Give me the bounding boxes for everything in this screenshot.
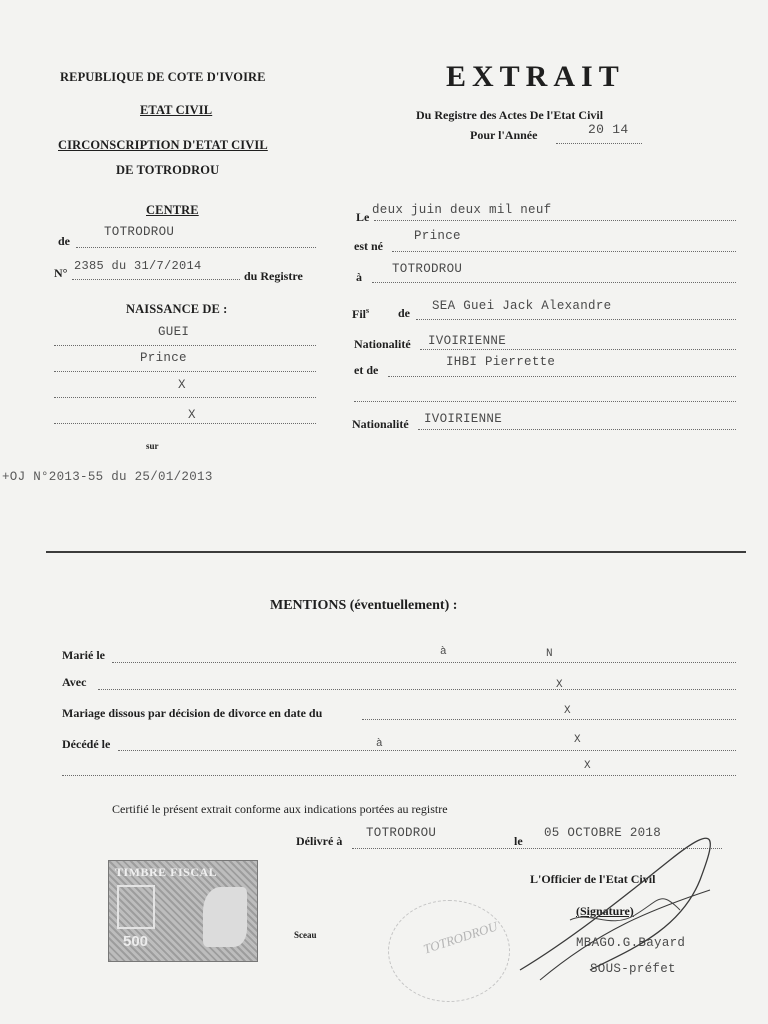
est-ne-label: est né [354, 239, 383, 253]
avec-x: X [556, 679, 563, 691]
officer-name: MBAGO.G.Bayard [576, 936, 686, 950]
etat-civil-header: ETAT CIVIL [140, 103, 213, 117]
number-label: N° [54, 266, 68, 280]
delivre-label: Délivré à [296, 834, 343, 848]
officer-title: SOUS-préfet [590, 962, 676, 976]
fiscal-stamp-value: 500 [123, 933, 149, 950]
place-a-label: à [356, 270, 362, 284]
signature-label: (Signature) [576, 904, 634, 918]
centre-value: TOTRODROU [104, 225, 175, 239]
fiscal-stamp [108, 860, 258, 962]
year-label: Pour l'Année [470, 128, 538, 142]
father-name-value: SEA Guei Jack Alexandre [432, 299, 612, 313]
left-x1: X [178, 378, 186, 392]
republic-header: REPUBLIQUE DE COTE D'IVOIRE [60, 70, 266, 84]
marie-label: Marié le [62, 648, 105, 662]
delivre-date: 05 OCTOBRE 2018 [544, 826, 662, 840]
stamp-elephant-icon [203, 887, 247, 947]
registre-label: du Registre [244, 269, 303, 283]
signature-scribble [510, 820, 730, 990]
section-separator [46, 551, 746, 553]
birth-place-value: TOTRODROU [392, 262, 463, 276]
locality-header: DE TOTRODROU [116, 163, 220, 177]
delivre-le-label: le [514, 834, 523, 848]
stamp-emblem-icon [117, 885, 155, 929]
fils-suffix: s [366, 306, 370, 315]
fils-label: Fil$^s$ [352, 306, 370, 321]
divorce-label: Mariage dissous par décision de divorce en date du [62, 706, 323, 720]
father-nationality-label: Nationalité [354, 337, 411, 351]
seal-text: TOTRODROU [421, 918, 500, 957]
naissance-label: NAISSANCE DE : [126, 302, 228, 316]
date-le-label: Le [356, 210, 370, 224]
left-x2: X [188, 408, 196, 422]
mentions-title: MENTIONS (éventuellement) : [270, 598, 458, 613]
decede-x: X [574, 734, 581, 746]
document-title: EXTRAIT [446, 60, 625, 93]
circonscription-header: CIRCONSCRIPTION D'ETAT CIVIL [58, 138, 268, 152]
legal-footnote: +OJ N°2013-55 du 25/01/2013 [2, 470, 213, 484]
sur-label: sur [146, 441, 159, 451]
surname-value: GUEI [158, 325, 190, 339]
firstname-value: Prince [140, 351, 187, 365]
year-value: 20 14 [588, 122, 629, 137]
delivre-place: TOTRODROU [366, 826, 437, 840]
number-value: 2385 du 31/7/2014 [74, 259, 202, 273]
et-de-label: et de [354, 363, 379, 377]
mother-name-value: IHBI Pierrette [446, 355, 556, 369]
birth-date-value: deux juin deux mil neuf [372, 203, 552, 217]
divorce-x: X [564, 705, 571, 717]
officer-label: L'Officier de l'Etat Civil [530, 872, 656, 886]
official-seal [388, 900, 510, 1002]
avec-label: Avec [62, 675, 87, 689]
marie-n: N [546, 648, 553, 660]
marie-a: à [440, 646, 447, 658]
mother-nationality-value: IVOIRIENNE [424, 412, 503, 426]
est-ne-value: Prince [414, 229, 461, 243]
centre-label: CENTRE [146, 203, 199, 217]
decede-a: à [376, 738, 383, 750]
decede-label: Décédé le [62, 737, 111, 751]
certification-text: Certifié le présent extrait conforme aux indications portées au registre [112, 802, 448, 816]
father-nationality-value: IVOIRIENNE [428, 334, 507, 348]
sceau-label: Sceau [294, 930, 317, 940]
fils-de-label: de [398, 306, 410, 320]
fiscal-stamp-title: TIMBRE FISCAL [115, 865, 218, 879]
centre-de-label: de [58, 234, 70, 248]
mother-nationality-label: Nationalité [352, 417, 409, 431]
registry-subtitle: Du Registre des Actes De l'Etat Civil [416, 108, 604, 122]
decede-x2: X [584, 760, 591, 772]
